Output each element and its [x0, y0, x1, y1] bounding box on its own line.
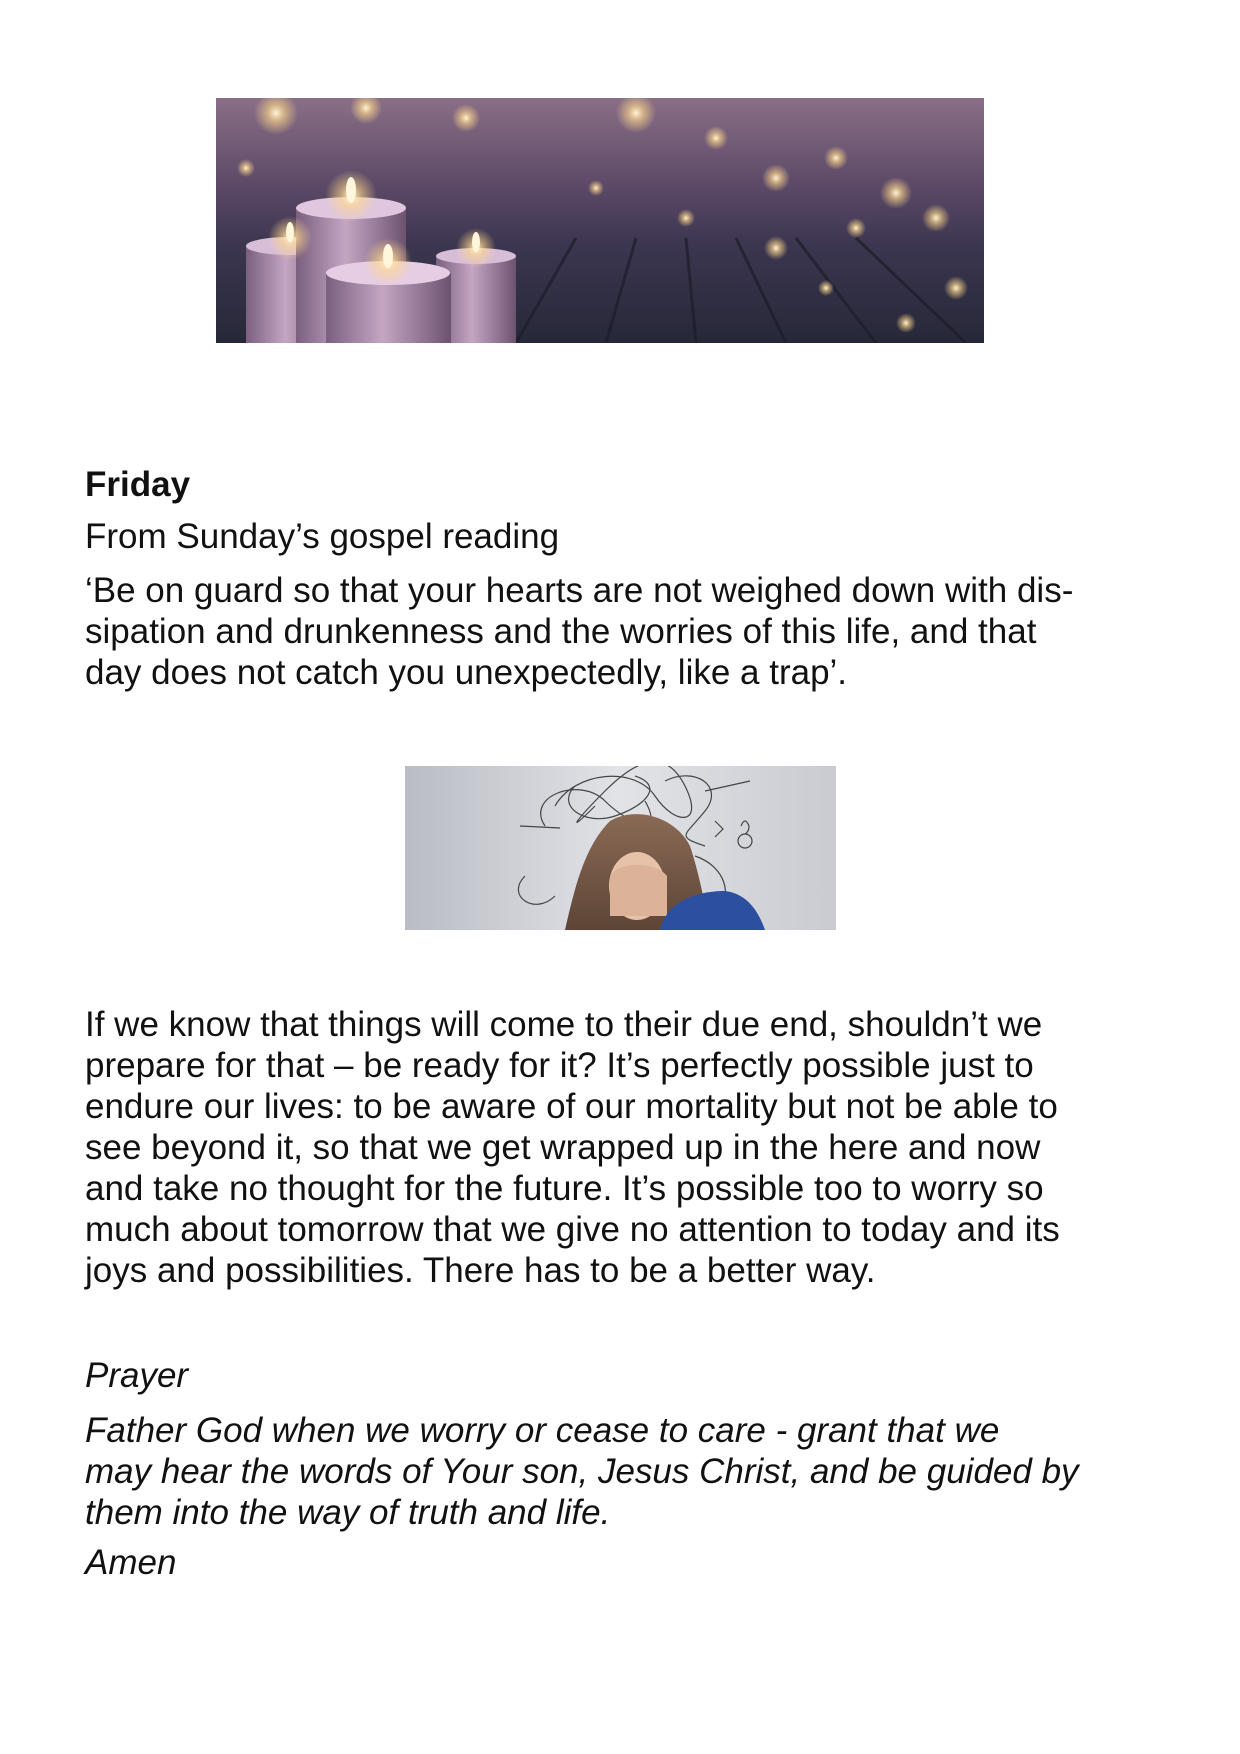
- gospel-quote-line: ‘Be on guard so that your hearts are not weighed down with dis-: [85, 571, 1074, 610]
- prayer-title: Prayer: [85, 1356, 189, 1395]
- candles-image: [216, 98, 984, 343]
- reading-intro: From Sunday’s gospel reading: [85, 517, 560, 556]
- reflection-line: see beyond it, so that we get wrapped up in the here and now: [85, 1128, 1041, 1167]
- candles-photo-icon: [216, 98, 984, 343]
- prayer-line: may hear the words of Your son, Jesus Christ, and be guided by: [85, 1452, 1079, 1491]
- reflection-paragraph: [85, 1004, 1060, 1291]
- day-heading: Friday: [85, 465, 191, 504]
- reflection-line: prepare for that – be ready for it? It’s perfectly possible just to: [85, 1046, 1034, 1085]
- gospel-quote: [85, 570, 1073, 693]
- prayer-line: them into the way of truth and life.: [85, 1493, 611, 1532]
- reflection-line: endure our lives: to be aware of our mortality but not be able to: [85, 1087, 1058, 1126]
- reflection-line: and take no thought for the future. It’s possible too to worry so: [85, 1169, 1044, 1208]
- worry-image: [405, 766, 836, 930]
- reflection-line: joys and possibilities. There has to be a better way.: [85, 1251, 876, 1290]
- gospel-quote-line: day does not catch you unexpectedly, like a trap’.: [85, 653, 848, 692]
- gospel-quote-line: sipation and drunkenness and the worries of this life, and that: [85, 612, 1037, 651]
- reflection-line: If we know that things will come to their due end, shouldn’t we: [85, 1005, 1043, 1044]
- prayer-text: [85, 1410, 1079, 1533]
- prayer-line: Father God when we worry or cease to care - grant that we: [85, 1411, 1000, 1450]
- prayer-amen: Amen: [85, 1543, 177, 1582]
- reflection-line: much about tomorrow that we give no attention to today and its: [85, 1210, 1060, 1249]
- worried-woman-photo-icon: [405, 766, 836, 930]
